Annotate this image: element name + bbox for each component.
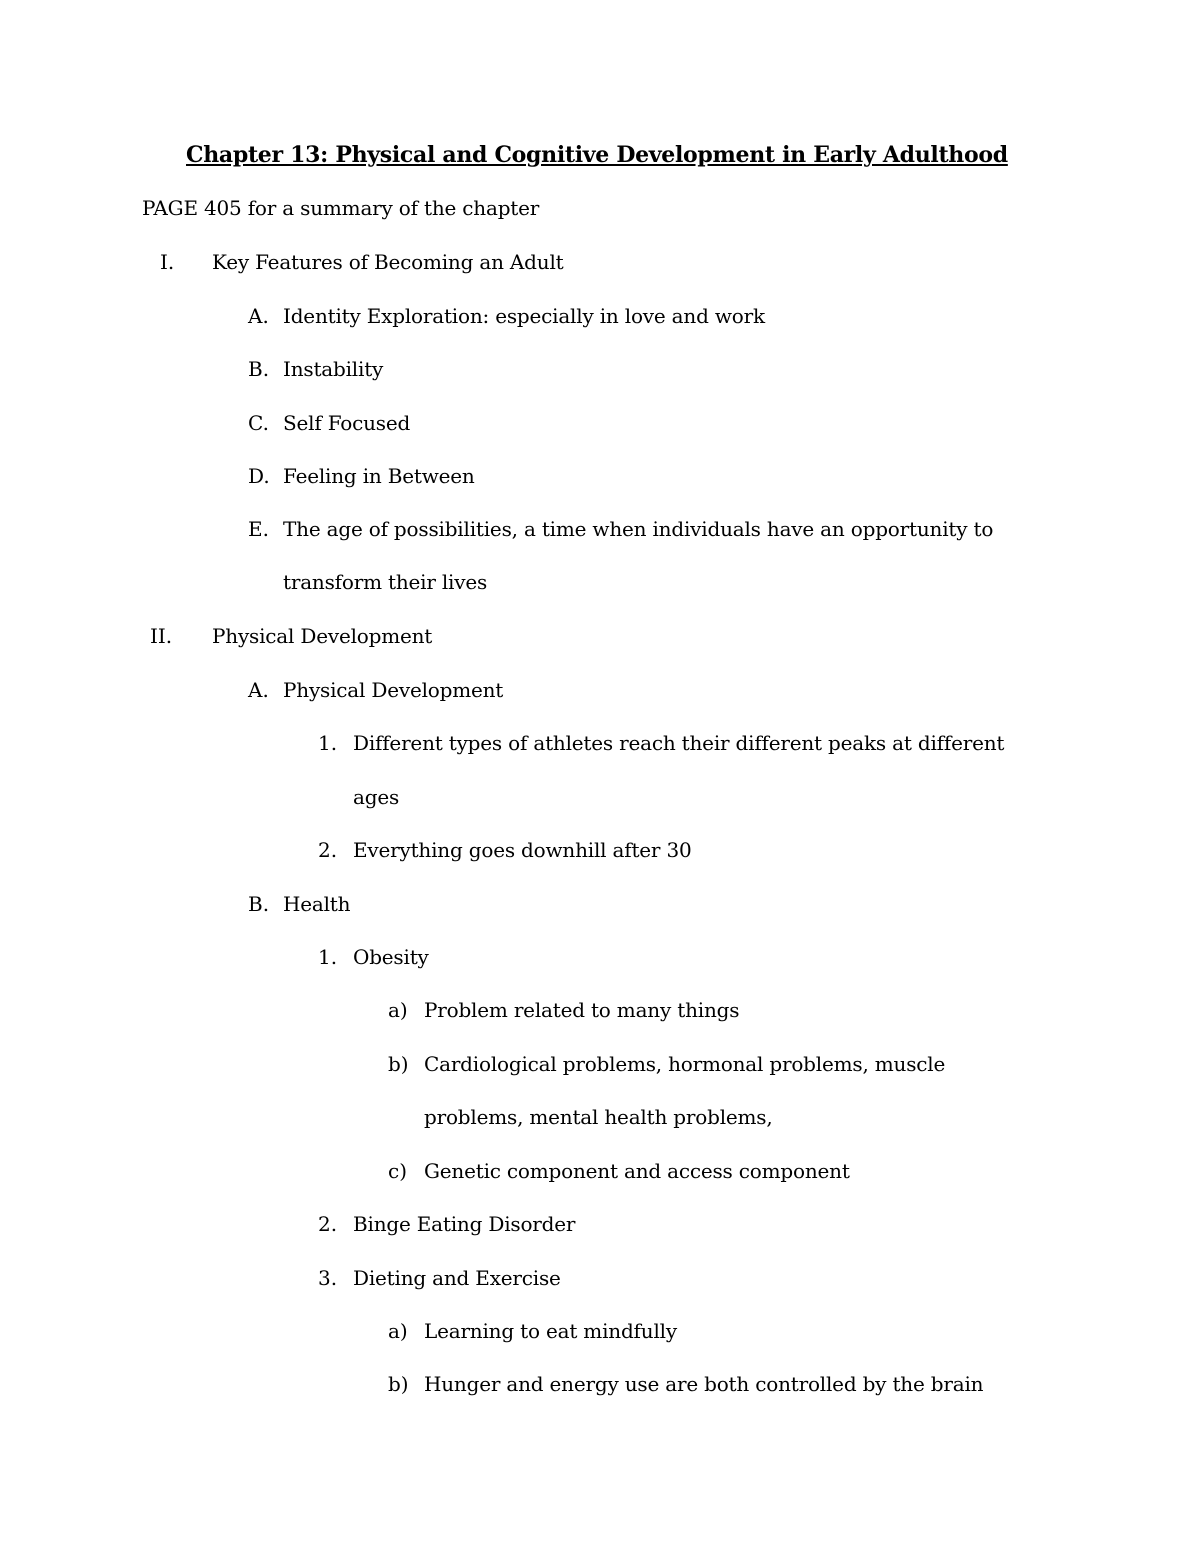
list-marker: c) xyxy=(388,1159,408,1183)
list-item: Identity Exploration: especially in love and work xyxy=(283,304,765,328)
list-marker: C. xyxy=(248,411,269,435)
section-heading: Physical Development xyxy=(212,624,433,648)
list-marker: D. xyxy=(248,464,270,488)
list-item: Genetic component and access component xyxy=(424,1159,850,1183)
list-item: Health xyxy=(283,892,351,916)
list-item: The age of possibilities, a time when individuals have an opportunity to xyxy=(283,517,994,541)
page-note: PAGE 405 for a summary of the chapter xyxy=(142,196,540,220)
list-item: Dieting and Exercise xyxy=(353,1266,561,1290)
list-marker: 3. xyxy=(318,1266,338,1290)
list-item: Cardiological problems, hormonal problems, muscle xyxy=(424,1052,946,1076)
list-item-continuation: transform their lives xyxy=(283,570,488,594)
list-item: Self Focused xyxy=(283,411,411,435)
list-marker: 1. xyxy=(318,731,338,755)
list-marker: E. xyxy=(248,517,269,541)
list-marker: B. xyxy=(248,357,270,381)
list-marker: A. xyxy=(248,304,269,328)
list-item: Instability xyxy=(283,357,384,381)
section-marker: II. xyxy=(150,624,173,648)
document-title: Chapter 13: Physical and Cognitive Development in Early Adulthood xyxy=(186,142,1008,168)
list-item: Everything goes downhill after 30 xyxy=(353,838,692,862)
list-item-continuation: problems, mental health problems, xyxy=(424,1105,773,1129)
list-item: Physical Development xyxy=(283,678,504,702)
list-item: Problem related to many things xyxy=(424,998,740,1022)
list-item: Feeling in Between xyxy=(283,464,475,488)
list-marker: B. xyxy=(248,892,270,916)
list-marker: 2. xyxy=(318,1212,338,1236)
list-item: Learning to eat mindfully xyxy=(424,1319,677,1343)
list-item: Different types of athletes reach their different peaks at different xyxy=(353,731,1005,755)
section-marker: I. xyxy=(160,250,175,274)
list-item-continuation: ages xyxy=(353,785,400,809)
list-item: Obesity xyxy=(353,945,429,969)
list-marker: b) xyxy=(388,1052,409,1076)
list-marker: A. xyxy=(248,678,269,702)
list-marker: 2. xyxy=(318,838,338,862)
list-marker: 1. xyxy=(318,945,338,969)
list-marker: a) xyxy=(388,998,408,1022)
list-marker: a) xyxy=(388,1319,408,1343)
section-heading: Key Features of Becoming an Adult xyxy=(212,250,564,274)
list-marker: b) xyxy=(388,1372,409,1396)
list-item: Hunger and energy use are both controlled by the brain xyxy=(424,1372,984,1396)
list-item: Binge Eating Disorder xyxy=(353,1212,576,1236)
